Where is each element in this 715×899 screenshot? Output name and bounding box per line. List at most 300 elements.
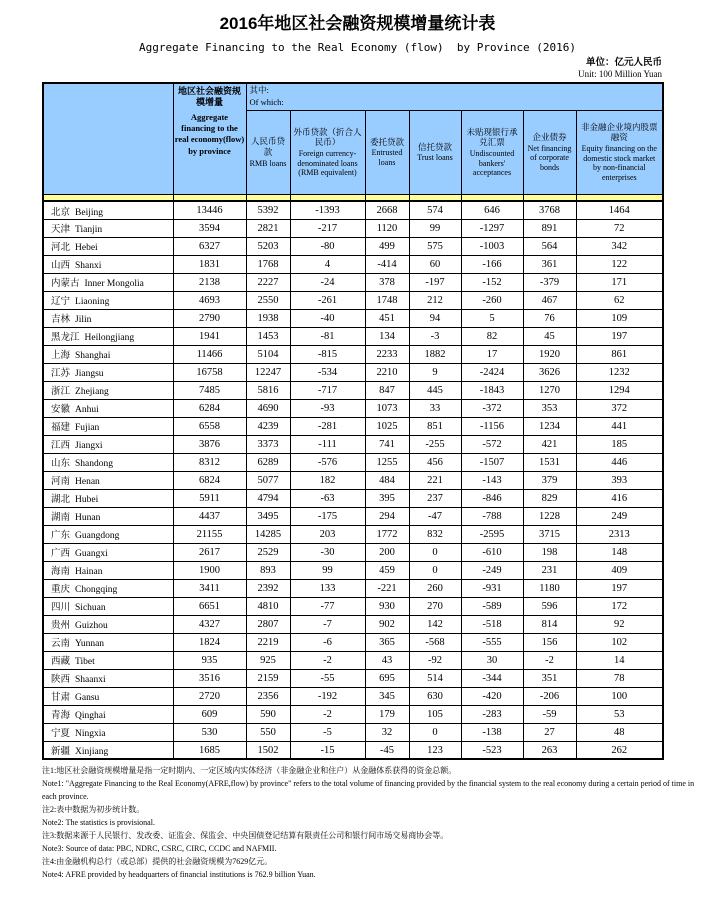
value-cell: -206: [523, 687, 576, 705]
value-cell: 930: [365, 597, 409, 615]
value-cell: 60: [409, 255, 461, 273]
value-cell: -3: [409, 327, 461, 345]
table-row: [43, 489, 663, 507]
value-cell: 156: [523, 633, 576, 651]
column-header-cn: 企业债券: [532, 131, 567, 142]
value-cell: 99: [409, 219, 461, 237]
value-cell: 530: [173, 723, 246, 741]
value-cell: 27: [523, 723, 576, 741]
province-name-en: Qinghai: [75, 711, 106, 722]
province-name-cn: 宁夏: [51, 729, 71, 740]
value-cell: 76: [523, 309, 576, 327]
table-row: [43, 363, 663, 381]
column-header-en: Net financing of corporate bonds: [527, 143, 572, 172]
value-cell: 4327: [173, 615, 246, 633]
value-cell: 82: [461, 327, 523, 345]
value-cell: 353: [523, 399, 576, 417]
footnote-line: 注1:地区社会融资规模增量是指一定时期内、一定区域内实体经济（非金融企业和住户）从金融体系获得的资金总额。: [42, 766, 457, 776]
value-cell: 829: [523, 489, 576, 507]
column-header-en: Undiscounted bankers' acceptances: [469, 148, 515, 178]
province-cell: [43, 633, 173, 651]
value-cell: 221: [409, 471, 461, 489]
value-cell: -846: [461, 489, 523, 507]
province-name-en: Shandong: [75, 459, 114, 470]
table-row: [43, 687, 663, 705]
province-cell: [43, 597, 173, 615]
province-cell: [43, 741, 173, 759]
province-name-en: Ningxia: [75, 729, 106, 740]
band-cell: [409, 194, 461, 201]
value-cell: 12247: [246, 363, 290, 381]
value-cell: -610: [461, 543, 523, 561]
value-cell: 4437: [173, 507, 246, 525]
value-cell: 3768: [523, 201, 576, 219]
value-cell: -589: [461, 597, 523, 615]
value-cell: 4794: [246, 489, 290, 507]
value-cell: 294: [365, 507, 409, 525]
table-row: [43, 705, 663, 723]
table-row: [43, 651, 663, 669]
page-title: 2016年地区社会融资规模增量统计表: [219, 14, 496, 33]
value-cell: -111: [290, 435, 365, 453]
value-cell: 1228: [523, 507, 576, 525]
value-cell: 92: [576, 615, 663, 633]
province-name-en: Heilongjiang: [84, 333, 135, 344]
value-cell: -414: [365, 255, 409, 273]
column-header-cn: 委托贷款: [369, 136, 404, 147]
province-name-en: Tianjin: [75, 225, 103, 236]
table-row: [43, 201, 663, 219]
province-cell: [43, 327, 173, 345]
value-cell: 4693: [173, 291, 246, 309]
value-cell: 3516: [173, 669, 246, 687]
value-cell: 1882: [409, 345, 461, 363]
value-cell: 263: [523, 741, 576, 759]
value-cell: -77: [290, 597, 365, 615]
province-name-en: Tibet: [75, 657, 95, 668]
table-row: [43, 309, 663, 327]
band-cell: [173, 194, 246, 201]
page-subtitle: Aggregate Financing to the Real Economy (flow) by Province (2016): [138, 41, 577, 54]
value-cell: 16758: [173, 363, 246, 381]
value-cell: 2617: [173, 543, 246, 561]
value-cell: 2821: [246, 219, 290, 237]
province-name-en: Jilin: [75, 315, 92, 326]
value-cell: 0: [409, 543, 461, 561]
column-header: [365, 110, 409, 194]
band-cell: [576, 194, 663, 201]
value-cell: 2219: [246, 633, 290, 651]
value-cell: 6289: [246, 453, 290, 471]
province-name-en: Liaoning: [75, 297, 110, 308]
province-name-en: Jiangsu: [75, 369, 104, 380]
value-cell: 891: [523, 219, 576, 237]
value-cell: 5203: [246, 237, 290, 255]
value-cell: -30: [290, 543, 365, 561]
province-name-en: Guangxi: [75, 549, 108, 560]
value-cell: 2720: [173, 687, 246, 705]
value-cell: 484: [365, 471, 409, 489]
value-cell: 1255: [365, 453, 409, 471]
value-cell: 6651: [173, 597, 246, 615]
value-cell: 262: [576, 741, 663, 759]
value-cell: 1938: [246, 309, 290, 327]
value-cell: 630: [409, 687, 461, 705]
footnote-line: 注2:表中数据为初步统计数。: [42, 805, 145, 815]
value-cell: 416: [576, 489, 663, 507]
value-cell: 1941: [173, 327, 246, 345]
province-name-en: Guangdong: [75, 531, 120, 542]
value-cell: 550: [246, 723, 290, 741]
value-cell: -931: [461, 579, 523, 597]
value-cell: 7485: [173, 381, 246, 399]
value-cell: 893: [246, 561, 290, 579]
value-cell: 1180: [523, 579, 576, 597]
value-cell: 14285: [246, 525, 290, 543]
province-cell: [43, 309, 173, 327]
value-cell: -372: [461, 399, 523, 417]
province-name-cn: 江西: [51, 441, 71, 452]
province-name-en: Fujian: [75, 423, 100, 434]
value-cell: -1507: [461, 453, 523, 471]
value-cell: 102: [576, 633, 663, 651]
province-name-en: Hebei: [75, 243, 98, 254]
value-cell: -45: [365, 741, 409, 759]
value-cell: 62: [576, 291, 663, 309]
value-cell: 260: [409, 579, 461, 597]
value-cell: 197: [576, 579, 663, 597]
table-row: [43, 561, 663, 579]
province-name-cn: 海南: [51, 567, 71, 578]
value-cell: -2: [290, 705, 365, 723]
value-cell: 395: [365, 489, 409, 507]
province-cell: [43, 471, 173, 489]
value-cell: -1156: [461, 417, 523, 435]
province-cell: [43, 579, 173, 597]
value-cell: 4239: [246, 417, 290, 435]
value-cell: 445: [409, 381, 461, 399]
table-row: [43, 669, 663, 687]
column-header: [246, 110, 290, 194]
value-cell: 4810: [246, 597, 290, 615]
value-cell: -175: [290, 507, 365, 525]
province-cell: [43, 381, 173, 399]
province-cell: [43, 705, 173, 723]
value-cell: 847: [365, 381, 409, 399]
value-cell: 231: [523, 561, 576, 579]
value-cell: 646: [461, 201, 523, 219]
value-cell: 11466: [173, 345, 246, 363]
footnote-line: 注4:由金融机构总行（或总部）提供的社会融资规模为7629亿元。: [42, 856, 273, 866]
value-cell: 451: [365, 309, 409, 327]
value-cell: 459: [365, 561, 409, 579]
province-name-cn: 河北: [51, 243, 71, 254]
value-cell: 3626: [523, 363, 576, 381]
province-name-en: Hunan: [75, 513, 101, 524]
value-cell: 3594: [173, 219, 246, 237]
value-cell: 8312: [173, 453, 246, 471]
table-row: [43, 435, 663, 453]
value-cell: -7: [290, 615, 365, 633]
value-cell: 3411: [173, 579, 246, 597]
footnote-line: 注3:数据来源于人民银行、发改委、证监会、保监会、中央国债登记结算有限责任公司和银行间市场交易商协会等。: [42, 831, 449, 841]
value-cell: 1920: [523, 345, 576, 363]
value-cell: 5392: [246, 201, 290, 219]
value-cell: 361: [523, 255, 576, 273]
value-cell: 2138: [173, 273, 246, 291]
province-name-cn: 辽宁: [51, 297, 71, 308]
value-cell: 1531: [523, 453, 576, 471]
table-row: [43, 579, 663, 597]
province-cell: [43, 489, 173, 507]
value-cell: -197: [409, 273, 461, 291]
value-cell: 2529: [246, 543, 290, 561]
value-cell: -92: [409, 651, 461, 669]
value-cell: 197: [576, 327, 663, 345]
value-cell: 2790: [173, 309, 246, 327]
value-cell: -1297: [461, 219, 523, 237]
band-cell: [461, 194, 523, 201]
province-cell: [43, 561, 173, 579]
value-cell: 379: [523, 471, 576, 489]
value-cell: -6: [290, 633, 365, 651]
value-cell: 179: [365, 705, 409, 723]
value-cell: -788: [461, 507, 523, 525]
province-name-en: Henan: [75, 477, 100, 488]
value-cell: 172: [576, 597, 663, 615]
value-cell: 3715: [523, 525, 576, 543]
highlight-band-row: [43, 194, 663, 201]
value-cell: 1234: [523, 417, 576, 435]
table-header: [43, 83, 663, 194]
value-cell: 456: [409, 453, 461, 471]
value-cell: -555: [461, 633, 523, 651]
value-cell: -518: [461, 615, 523, 633]
value-cell: 1232: [576, 363, 663, 381]
value-cell: 3373: [246, 435, 290, 453]
province-name-en: Zhejiang: [75, 387, 109, 398]
footnote-line: Note4: AFRE provided by headquarters of financial institutions is 762.9 billion Yuan.: [42, 869, 316, 879]
value-cell: 1294: [576, 381, 663, 399]
of-which-cn: 其中:: [249, 85, 269, 96]
province-name-cn: 河南: [51, 477, 71, 488]
value-cell: -40: [290, 309, 365, 327]
province-cell: [43, 417, 173, 435]
table-row: [43, 471, 663, 489]
value-cell: 2210: [365, 363, 409, 381]
value-cell: -138: [461, 723, 523, 741]
province-name-cn: 内蒙古: [51, 279, 80, 290]
value-cell: 2356: [246, 687, 290, 705]
value-cell: 30: [461, 651, 523, 669]
value-cell: 814: [523, 615, 576, 633]
unit-label-en: Unit: 100 Million Yuan: [578, 69, 662, 80]
value-cell: 148: [576, 543, 663, 561]
value-cell: 5911: [173, 489, 246, 507]
table-row: [43, 381, 663, 399]
column-header-cn: 人民币贷款: [250, 136, 285, 157]
value-cell: -63: [290, 489, 365, 507]
column-header-cn: 信托贷款: [417, 141, 452, 152]
value-cell: 4690: [246, 399, 290, 417]
province-cell: [43, 399, 173, 417]
value-cell: -255: [409, 435, 461, 453]
value-cell: 133: [290, 579, 365, 597]
value-cell: 514: [409, 669, 461, 687]
value-cell: 378: [365, 273, 409, 291]
value-cell: 2807: [246, 615, 290, 633]
value-cell: 1824: [173, 633, 246, 651]
table-row: [43, 273, 663, 291]
value-cell: -55: [290, 669, 365, 687]
value-cell: -81: [290, 327, 365, 345]
value-cell: 212: [409, 291, 461, 309]
value-cell: 4: [290, 255, 365, 273]
value-cell: -534: [290, 363, 365, 381]
value-cell: 48: [576, 723, 663, 741]
column-header-cn: 非金融企业境内股票融资: [581, 121, 658, 143]
value-cell: 182: [290, 471, 365, 489]
table-row: [43, 291, 663, 309]
value-cell: -2: [523, 651, 576, 669]
province-name-en: Hubei: [75, 495, 99, 506]
value-cell: 109: [576, 309, 663, 327]
value-cell: -143: [461, 471, 523, 489]
of-which-en: Of which:: [249, 96, 284, 107]
province-name-en: Shaanxi: [75, 675, 106, 686]
value-cell: 45: [523, 327, 576, 345]
province-name-cn: 新疆: [51, 747, 71, 758]
value-cell: -166: [461, 255, 523, 273]
value-cell: 935: [173, 651, 246, 669]
table-row: [43, 453, 663, 471]
value-cell: -572: [461, 435, 523, 453]
province-cell: [43, 291, 173, 309]
value-cell: 270: [409, 597, 461, 615]
province-name-en: Inner Mongolia: [84, 279, 144, 290]
value-cell: 53: [576, 705, 663, 723]
value-cell: 5816: [246, 381, 290, 399]
province-name-en: Chongqing: [75, 585, 118, 596]
value-cell: -15: [290, 741, 365, 759]
value-cell: 0: [409, 561, 461, 579]
value-cell: 3495: [246, 507, 290, 525]
footnote-line: Note3: Source of data: PBC, NDRC, CSRC, CIRC, CCDC and NAFMII.: [42, 844, 277, 854]
province-cell: [43, 453, 173, 471]
value-cell: 1900: [173, 561, 246, 579]
value-cell: 372: [576, 399, 663, 417]
province-cell: [43, 237, 173, 255]
value-cell: -93: [290, 399, 365, 417]
aggregate-header-en: Aggregate financing to the real economy(flow) by province: [174, 111, 245, 156]
province-name-cn: 重庆: [51, 585, 71, 596]
province-name-cn: 甘肃: [51, 693, 71, 704]
value-cell: -221: [365, 579, 409, 597]
value-cell: 2227: [246, 273, 290, 291]
column-header-en: Equity financing on the domestic stock market by non-financial enterprises: [581, 143, 657, 183]
value-cell: 203: [290, 525, 365, 543]
footnote-line: Note2: The statistics is provisional.: [42, 818, 155, 828]
province-name-en: Xinjiang: [75, 747, 109, 758]
table-row: [43, 417, 663, 435]
value-cell: 499: [365, 237, 409, 255]
column-header-en: RMB loans: [249, 158, 287, 168]
value-cell: 1453: [246, 327, 290, 345]
province-cell: [43, 525, 173, 543]
value-cell: 393: [576, 471, 663, 489]
value-cell: -1843: [461, 381, 523, 399]
province-name-en: Shanxi: [75, 261, 102, 272]
province-cell: [43, 651, 173, 669]
column-header: [523, 110, 576, 194]
value-cell: -47: [409, 507, 461, 525]
value-cell: 467: [523, 291, 576, 309]
province-cell: [43, 615, 173, 633]
value-cell: 741: [365, 435, 409, 453]
table-row: [43, 507, 663, 525]
value-cell: 1748: [365, 291, 409, 309]
province-name-cn: 青海: [51, 711, 71, 722]
band-cell: [365, 194, 409, 201]
value-cell: 1073: [365, 399, 409, 417]
table-row: [43, 633, 663, 651]
band-cell: [43, 194, 173, 201]
table-row: [43, 255, 663, 273]
value-cell: 100: [576, 687, 663, 705]
value-cell: -192: [290, 687, 365, 705]
province-cell: [43, 507, 173, 525]
value-cell: -344: [461, 669, 523, 687]
value-cell: 2392: [246, 579, 290, 597]
province-cell: [43, 669, 173, 687]
value-cell: 105: [409, 705, 461, 723]
province-name-en: Anhui: [75, 405, 99, 416]
province-name-cn: 四川: [51, 603, 71, 614]
province-name-cn: 湖南: [51, 513, 71, 524]
table-row: [43, 723, 663, 741]
value-cell: -24: [290, 273, 365, 291]
value-cell: 1768: [246, 255, 290, 273]
value-cell: 1120: [365, 219, 409, 237]
value-cell: -261: [290, 291, 365, 309]
province-name-en: Yunnan: [75, 639, 105, 650]
value-cell: -2424: [461, 363, 523, 381]
value-cell: 365: [365, 633, 409, 651]
value-cell: -283: [461, 705, 523, 723]
province-name-cn: 云南: [51, 639, 71, 650]
column-header-cn: 外币贷款（折合人民币）: [293, 126, 362, 148]
province-name-cn: 吉林: [51, 315, 71, 326]
value-cell: 249: [576, 507, 663, 525]
province-name-cn: 山西: [51, 261, 71, 272]
value-cell: 441: [576, 417, 663, 435]
province-name-en: Gansu: [75, 693, 100, 704]
value-cell: 351: [523, 669, 576, 687]
value-cell: 21155: [173, 525, 246, 543]
value-cell: 171: [576, 273, 663, 291]
value-cell: -420: [461, 687, 523, 705]
column-header: [576, 110, 663, 194]
value-cell: 122: [576, 255, 663, 273]
value-cell: -281: [290, 417, 365, 435]
value-cell: -523: [461, 741, 523, 759]
value-cell: 1685: [173, 741, 246, 759]
column-header-en: Trust loans: [417, 153, 453, 163]
province-cell: [43, 363, 173, 381]
footnote-line: Note1: "Aggregate Financing to the Real Economy(AFRE,flow) by province" refers to the total volume of financing provided by the financial system to the real economy during a certain period of time in each province.: [42, 779, 695, 802]
province-name-cn: 广西: [51, 549, 71, 560]
value-cell: 2159: [246, 669, 290, 687]
